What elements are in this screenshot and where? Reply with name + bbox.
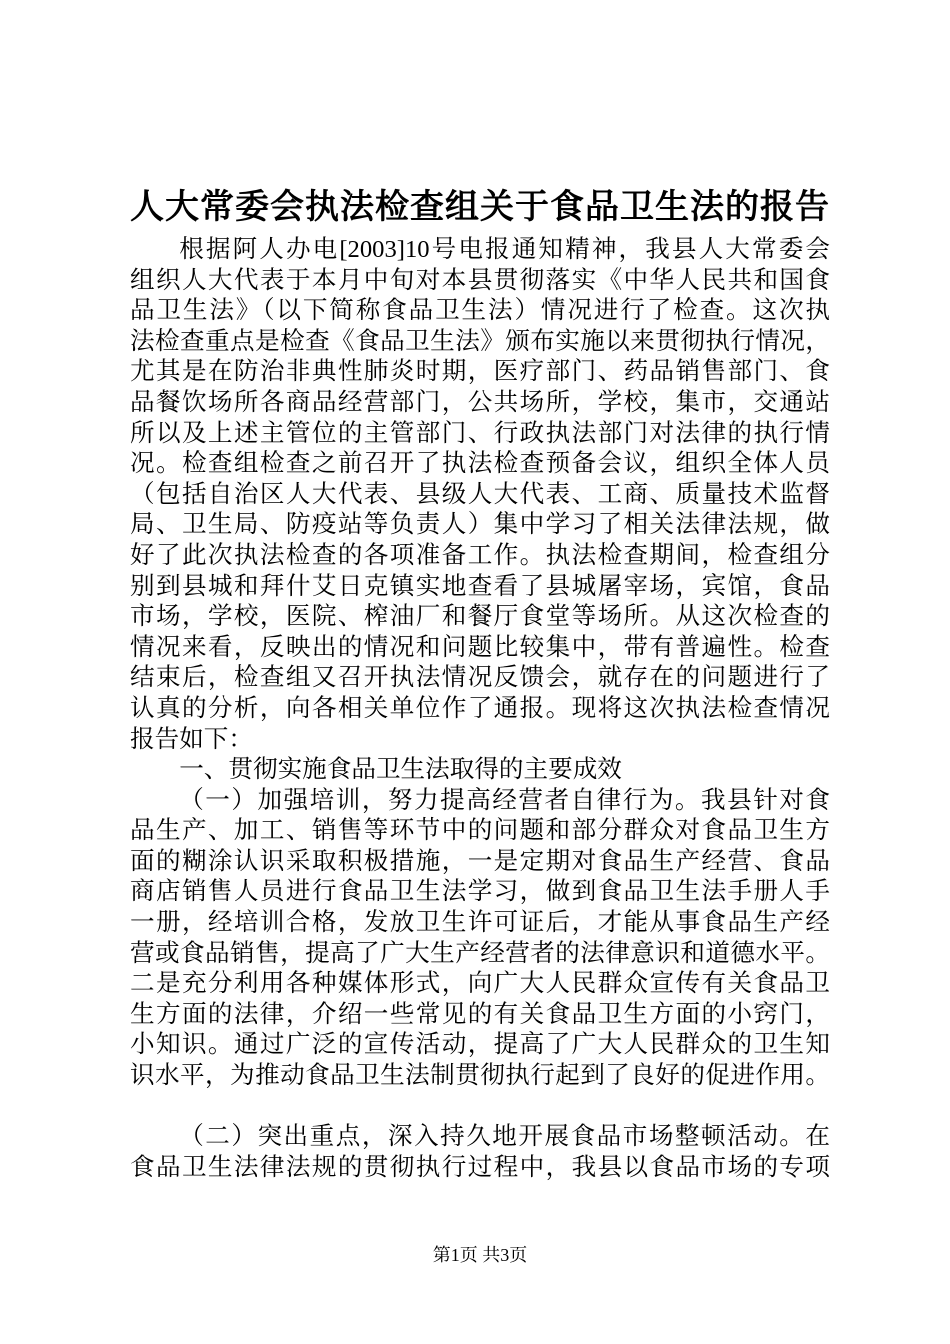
paragraph-line: 二是充分利用各种媒体形式，向广大人民群众宣传有关食品卫 — [130, 970, 830, 998]
paragraph-line: 尤其是在防治非典性肺炎时期，医疗部门、药品销售部门、食 — [130, 358, 830, 386]
paragraph-line: 报告如下： — [130, 725, 253, 753]
paragraph-line: （包括自治区人大代表、县级人大代表、工商、质量技术监督 — [130, 480, 830, 508]
blank-line — [130, 1092, 830, 1123]
paragraph-line: 况。检查组检查之前召开了执法检查预备会议，组织全体人员 — [130, 450, 830, 478]
intro-paragraph — [130, 235, 830, 755]
paragraph-line: 小知识。通过广泛的宣传活动，提高了广大人民群众的卫生知 — [130, 1031, 830, 1059]
paragraph-line: 市场，学校，医院、榨油厂和餐厅食堂等场所。从这次检查的 — [130, 603, 830, 631]
paragraph-line: 生方面的法律，介绍一些常见的有关食品卫生方面的小窍门， — [130, 1000, 830, 1028]
paragraph-line: （二）突出重点，深入持久地开展食品市场整顿活动。在 — [179, 1123, 830, 1151]
paragraph-line: 营或食品销售，提高了广大生产经营者的法律意识和道德水平。 — [130, 939, 830, 967]
paragraph-line: 别到县城和拜什艾日克镇实地查看了县城屠宰场，宾馆，食品 — [130, 572, 830, 600]
paragraph-line: 品生产、加工、销售等环节中的问题和部分群众对食品卫生方 — [130, 817, 830, 845]
paragraph-line: 法检查重点是检查《食品卫生法》颁布实施以来贯彻执行情况， — [130, 327, 830, 355]
paragraph-line: 组织人大代表于本月中旬对本县贯彻落实《中华人民共和国食 — [130, 266, 830, 294]
page-footer: 第1页 共3页 — [432, 1245, 528, 1265]
paragraph-line: 根据阿人办电[2003]10号电报通知精神，我县人大常委会 — [179, 236, 830, 263]
section-heading: 一、贯彻实施食品卫生法取得的主要成效 — [179, 756, 622, 784]
paragraph-line: 所以及上述主管位的主管部门、行政执法部门对法律的执行情 — [130, 419, 830, 447]
item-1-paragraph — [130, 786, 830, 1092]
paragraph-line: 品餐饮场所各商品经营部门，公共场所，学校，集市，交通站 — [130, 388, 830, 416]
paragraph-line: 局、卫生局、防疫站等负责人）集中学习了相关法律法规，做 — [130, 511, 830, 539]
paragraph-line: 好了此次执法检查的各项准备工作。执法检查期间，检查组分 — [130, 541, 830, 569]
paragraph-line: 品卫生法》（以下简称食品卫生法）情况进行了检查。这次执 — [130, 297, 830, 325]
paragraph-line: 一册，经培训合格，发放卫生许可证后，才能从事食品生产经 — [130, 909, 830, 937]
paragraph-line: 食品卫生法律法规的贯彻执行过程中，我县以食品市场的专项 — [130, 1153, 830, 1181]
paragraph-line: 面的糊涂认识采取积极措施，一是定期对食品生产经营、食品 — [130, 847, 830, 875]
paragraph-line: （一）加强培训，努力提高经营者自律行为。我县针对食 — [179, 786, 830, 814]
paragraph-line: 识水平，为推动食品卫生法制贯彻执行起到了良好的促进作用。 — [130, 1062, 830, 1090]
paragraph-line: 认真的分析，向各相关单位作了通报。现将这次执法检查情况 — [130, 694, 830, 722]
paragraph-line: 结束后，检查组又召开执法情况反馈会，就存在的问题进行了 — [130, 664, 830, 692]
paragraph-line: 情况来看，反映出的情况和问题比较集中，带有普遍性。检查 — [130, 633, 830, 661]
item-2-paragraph — [130, 1122, 830, 1183]
paragraph-line: 商店销售人员进行食品卫生法学习，做到食品卫生法手册人手 — [130, 878, 830, 906]
document-body — [130, 235, 830, 1183]
document-title: 人大常委会执法检查组关于食品卫生法的报告 — [130, 189, 830, 226]
